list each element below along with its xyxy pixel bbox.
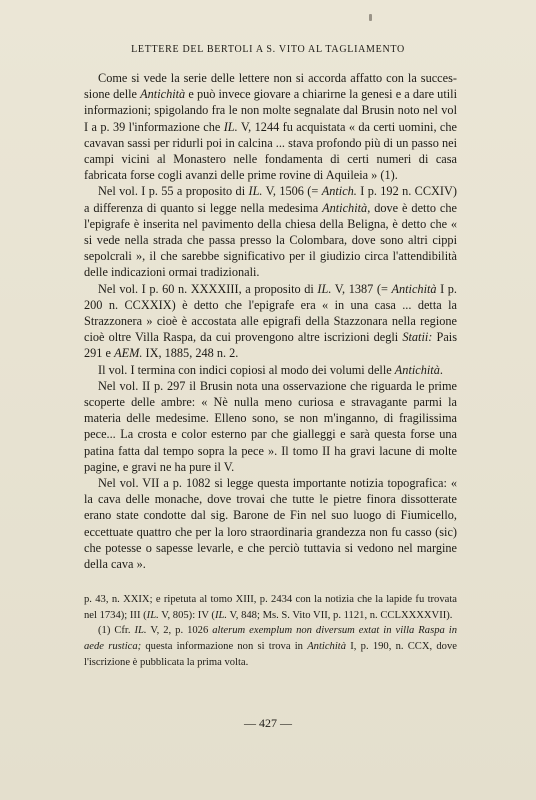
section-gap xyxy=(84,572,457,592)
italic-text: Antichità xyxy=(307,641,347,653)
running-head: LETTERE DEL BERTOLI A S. VITO AL TAGLIAMENTO xyxy=(131,44,405,55)
text-run: V, 1506 (= xyxy=(262,184,322,199)
text-run: (1) Cfr. xyxy=(98,625,135,637)
paragraph xyxy=(84,70,457,183)
text-run: questa informazione non si trova in xyxy=(141,641,308,653)
text-run: Nel vol. I p. 55 a proposito di xyxy=(98,184,249,199)
text-run: I p. 200 n. CCXXIX) è detto che l'epigrafe era « in una casa ... detta la Strazzonera » cioè è accostata alle epigrafi della Stazzonara nella regione cioè oltre Villa Raspa, da cui provengono altre iscrizioni degli xyxy=(84,281,458,345)
text-run: Nel vol. VII a p. 1082 si legge questa importante notizia topografica: « la cava delle monache, dove trovai che tutte le pietre finora dissotterate erano state condotte dal sig. Barone de Fin nel suo luogo di Fiumicello, eccettuate quattro che per la loro straordinaria grandezza non fu casso (sic) che potesse o sapesse levarle, e che perciò tuttavia si vedono nel margine della cava ». xyxy=(84,476,457,572)
text-run: Pais 291 e xyxy=(84,330,457,361)
italic-text: IL. xyxy=(214,609,228,621)
italic-text: Antichità xyxy=(322,200,368,215)
text-run: IX, 1885, 248 n. 2. xyxy=(142,346,239,361)
paragraph xyxy=(84,378,457,475)
text-run: V, 1244 fu acquistata « da certi uomini, che cavavan sassi per ridurli poi in calcina ... stava profondo più di un passo nei campi vicini al Monastero nelle fondamenta di certi numeri di casa fabricata forse cogli avanzi delle prime rovine di Aquileia » (1). xyxy=(84,119,457,183)
italic-text: IL. xyxy=(248,184,263,199)
italic-text: alterum exemplum non diversum extat in villa Raspa in aede rustica; xyxy=(84,625,457,653)
italic-text: IL. xyxy=(223,119,238,134)
italic-text: IL. xyxy=(134,625,147,637)
text-run: V, 805): IV ( xyxy=(158,609,215,621)
italic-text: Antichità xyxy=(394,362,440,377)
italic-text: Antich. xyxy=(321,184,357,199)
text-run: Il vol. I termina con indici copiosi al modo dei volumi delle xyxy=(98,362,395,377)
page-number: — 427 — xyxy=(244,716,292,730)
text-run: e può invece giovare a chiarirne la genesi e a dare utili informazioni; spigolando fra le non molte segnalate dal Brusin noto nel vol I a p. 39 l'informazione che xyxy=(84,87,457,134)
main-text xyxy=(84,70,457,670)
italic-text: AEM. xyxy=(114,346,143,361)
paragraph xyxy=(84,281,457,362)
text-run: Nel vol. II p. 297 il Brusin nota una osservazione che riguarda le prime scoperte delle ambre: « Nè nulla meno curiosa e stravagante parmi la materia delle medesime. Elleno sono, se non m'inganno, di fragilissima pece... La crosta e color esterno par che gialleggi e sarà questa forse una patina fatta dal tempo sopra la pece ». Il tomo II ha gravi lacune di molte pagine, e gravi ne ha pure il V. xyxy=(84,378,457,474)
text-run: p. 43, n. XXIX; e ripetuta al tomo XIII, p. 2434 con la notizia che la lapide fu trovata nel 1734); III ( xyxy=(84,594,457,621)
text-run: Nel vol. I p. 60 n. XXXXIII, a proposito di xyxy=(98,281,318,296)
text-run: V, 848; Ms. S. Vito VII, p. 1121, n. CCLXXXXVII). xyxy=(227,609,453,621)
text-run: V, 2, p. 1026 xyxy=(146,625,213,637)
text-run: , dove è detto che l'epigrafe è inserita nel pavimento della chiesa della Beligna, è detto che « si vede nella strada che passa presso la Colombara, dove sono altri cippi sepolcrali », il che sarebbe significativo per il giudizio circa l'attendibilità delle indicazioni ormai tradizionali. xyxy=(84,200,457,280)
text-run: I, p. 190, n. CCX, dove l'iscrizione è pubblicata la prima volta. xyxy=(84,641,457,668)
text-run: I p. 192 n. CCXIV) a differenza di quanto si legge nella medesima xyxy=(84,184,458,215)
footnotes xyxy=(84,592,457,670)
italic-text: Antichità xyxy=(140,87,186,102)
text-run: Come si vede la serie delle lettere non si accorda affatto con la successione delle xyxy=(84,71,457,102)
footnote-1 xyxy=(84,623,457,670)
paper-mark xyxy=(369,14,372,21)
italic-text: Statii: xyxy=(402,330,433,345)
paragraph xyxy=(84,183,457,280)
paragraph xyxy=(84,475,457,572)
text-run: V, 1387 (= xyxy=(331,281,392,296)
italic-text: IL. xyxy=(317,281,332,296)
footnote-continued xyxy=(84,592,457,623)
italic-text: IL. xyxy=(146,609,159,621)
text-run: . xyxy=(439,362,443,377)
paragraph xyxy=(84,362,457,378)
italic-text: Antichità xyxy=(391,281,437,296)
